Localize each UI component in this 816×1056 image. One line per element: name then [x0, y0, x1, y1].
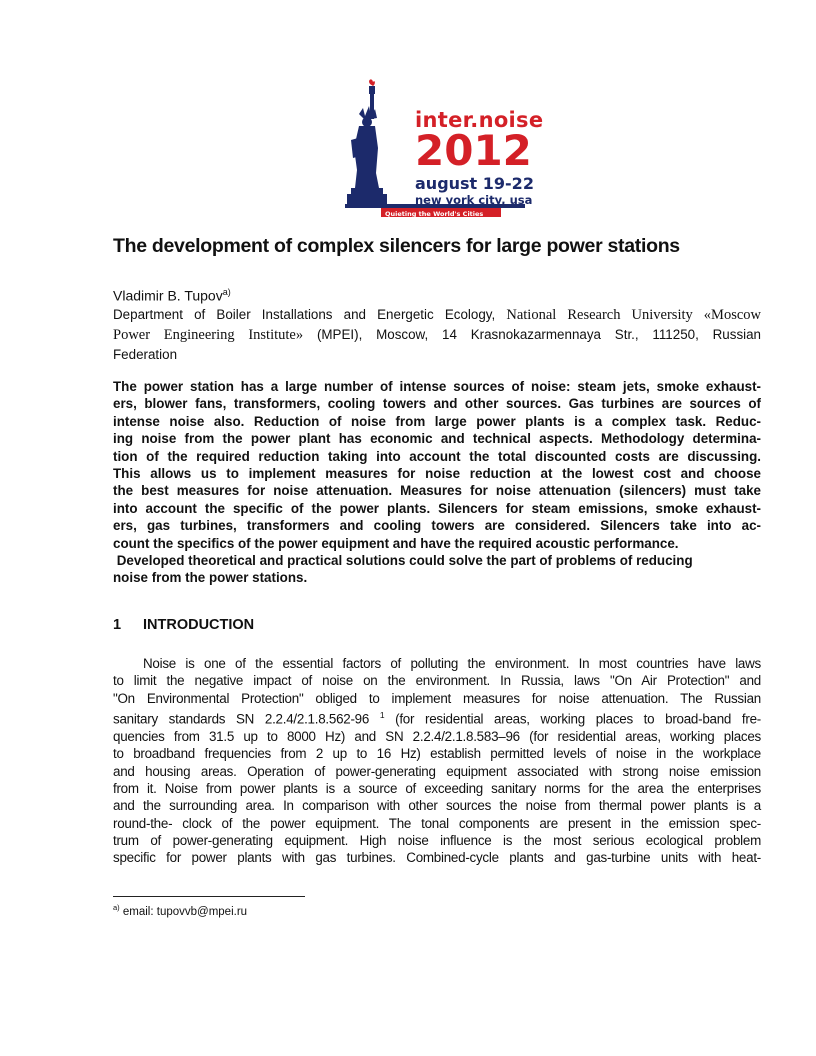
footnote-mark: a) [113, 903, 120, 912]
abstract-line: the best measures for noise attenuation. Measures for noise attenuation (silencers) must take [113, 483, 761, 499]
footnote-email: email: tupovvb@mpei.ru [122, 905, 248, 918]
abstract-line: noise from the power stations. [113, 570, 308, 586]
body-line: and the surrounding area. In comparison with other sources the noise from thermal power plants is a [113, 798, 761, 814]
conference-logo [345, 78, 544, 220]
body-line: to broadband frequencies from 2 up to 16 Hz) establish permitted levels of noise in the workplace [113, 746, 761, 762]
tagline-text: Quieting the World's Cities [385, 210, 484, 218]
logo-tagline [385, 210, 483, 218]
abstract [113, 378, 761, 587]
abstract-line: This allows us to implement measures for noise reduction at the lowest cost and choose [113, 466, 761, 482]
abstract-line: into account the specific of the power plants. Silencers for steam emissions, smoke exhaust- [113, 500, 761, 516]
body-line: specific for power plants with gas turbines. Combined-cycle plants and gas-turbine units with heat- [113, 850, 761, 866]
affiliation-line [113, 325, 761, 345]
abstract-line: tion of the required reduction taking into account the total discounted costs are discussing. [113, 448, 761, 464]
body-text-span: (for residential areas, working places to broad-band fre- [395, 711, 761, 727]
section-title: INTRODUCTION [143, 617, 255, 633]
affiliation [113, 305, 761, 364]
affiliation-address: (MPEI), Moscow, 14 Krasnokazarmennaya Str., 111250, Russian [316, 327, 762, 342]
author-name-text: Vladimir B. Tupov [113, 287, 223, 304]
author-mark: a) [222, 287, 231, 297]
abstract-line: ers, blower fans, transformers, cooling towers and other sources. Gas turbines are sources of [113, 396, 761, 412]
reference-mark: 1 [379, 710, 385, 721]
paper-title: The development of complex silencers for large power stations [113, 235, 680, 257]
logo-city: new york city, usa [415, 193, 533, 207]
body-line: trum of power-generating equipment. High noise influence is the most serious ecological problem [113, 832, 761, 848]
logo-dates: august 19-22 [415, 174, 534, 193]
body-line: quencies from 31.5 up to 8000 Hz) and SN 2.2.4/2.1.8.583–96 (for residential areas, working places [113, 728, 761, 744]
body-line: Noise is one of the essential factors of polluting the environment. In most countries have laws [143, 656, 761, 671]
body-text [113, 655, 761, 867]
section-heading [113, 617, 254, 633]
logo-wordmark: inter.noise [415, 108, 544, 132]
abstract-line: Developed theoretical and practical solutions could solve the part of problems of reducing [113, 553, 693, 569]
affiliation-country: Federation [113, 347, 178, 362]
affiliation-institute: Power Engineering Institute» [113, 327, 304, 343]
author-name [113, 287, 231, 304]
affiliation-line [113, 305, 761, 325]
abstract-line: intense noise also. Reduction of noise from large power plants is a complex task. Reduc- [113, 413, 761, 429]
abstract-line: ing noise from the power plant has economic and technical aspects. Methodology determina- [113, 431, 761, 447]
body-line: "On Environmental Protection" obliged to implement measures for noise attenuation. The Russian [113, 690, 761, 706]
body-line: round-the- clock of the power equipment. The tonal components are present in the emission spec- [113, 815, 761, 831]
section-number: 1 [113, 617, 122, 633]
body-line: to limit the negative impact of noise on the environment. In Russia, laws "On Air Protection" and [113, 673, 761, 689]
affiliation-dept: Department of Boiler Installations and Energetic Ecology, [113, 307, 496, 322]
body-line: from it. Noise from power plants is a source of exceeding sanitary norms for the area the enterprises [113, 780, 761, 796]
footnote-divider [113, 896, 305, 897]
logo-year: 2012 [415, 126, 532, 175]
abstract-line: ers, gas turbines, transformers and cooling towers are considered. Silencers take into ac- [113, 518, 761, 534]
body-line [113, 707, 761, 728]
abstract-line: count the specifics of the power equipment and have the required acoustic performance. [113, 535, 679, 551]
body-line: and housing areas. Operation of power-generating equipment associated with strong noise emission [113, 763, 761, 779]
affiliation-university: National Research University «Moscow [506, 307, 761, 323]
abstract-line: The power station has a large number of intense sources of noise: steam jets, smoke exhaust- [113, 379, 761, 394]
body-text-span: sanitary standards SN 2.2.4/2.1.8.562-96 [113, 711, 370, 727]
footnote [113, 903, 247, 918]
